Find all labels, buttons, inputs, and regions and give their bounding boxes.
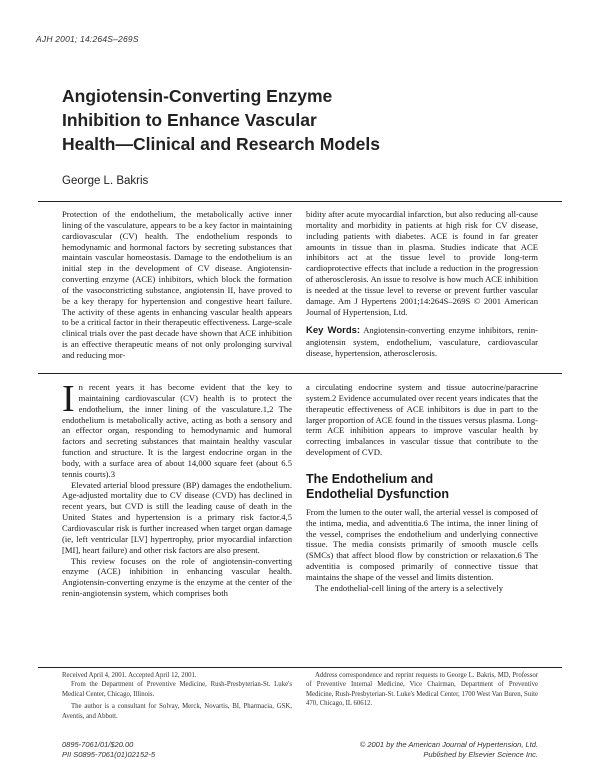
dropcap: I xyxy=(62,378,75,420)
keywords xyxy=(306,325,538,359)
intro-text: n recent years it has become evident that the key to maintaining cardiovascular (CV) health is to protect the endothelium, the inner lining of the vasculature.1,2 The endothelium is metabolically active, acting as both a sensory and an effector organ, responding to hemodynamic and humoral factors and secreting substances that maintain healthy vascular function and structure. It is the largest endocrine organ in the body, with a surface area of about 14,000 square feet (about 6.5 tennis courts).3 xyxy=(62,382,292,479)
section-heading-line-1: The Endothelium and xyxy=(306,471,434,486)
abstract-text-1: Protection of the endothelium, the metabolically active inner lining of the vasculature, appears to be a key factor in maintaining cardiovascular (CV) health. The endothelium responds to hemodynamic and hormonal factors by secreting substances that maintain vascular homeostasis. Damage to the endothelium is an initial step in the development of CV disease. Angiotensin-converting enzyme (ACE) inhibitors, which block the formation of the vasoconstricting substance, angiotensin II, have proved to be a key therapy for hypertension and congestive heart failure. The activity of these agents in enhancing vascular health appears to be a critical factor in their therapeutic effectiveness. Large-scale clinical trials over the past decade have shown that ACE inhibition is an effective therapeutic means of not only prolonging survival and reducing mor- xyxy=(62,209,292,360)
correspondence-note: Address correspondence and reprint requests to George L. Bakris, MD, Professor of Preventive Internal Medicine, Vice Chairman, Department of Preventive Medicine, Rush-Presbyterian-St. Luke's Medical Center, 1700 West Van Buren, Suite 470, Chicago, IL 60612. xyxy=(306,672,538,708)
intro-paragraph xyxy=(62,378,292,480)
body-paragraph-5: From the lumen to the outer wall, the arterial vessel is composed of the intima, media, and adventitia.6 The intima, the inner lining of the vessel, comprises the endothelium and underlying connective tissue. The media consists primarily of smooth muscle cells (SMCs) that affect blood flow by constriction or relaxation.6 The adventitia is composed primarily of connective tissue that maintains the shape of the vessel and limits distention. xyxy=(306,506,538,582)
pii: PII S0895-7061(01)02152-5 xyxy=(62,750,155,759)
publisher: Published by Elsevier Science Inc. xyxy=(423,750,538,759)
abstract-text-2: bidity after acute myocardial infarction, but also reducing all-cause mortality and morbidity in patients at high risk for CV disease, including patients with diabetes. ACE is found in far greater amounts in tissue than in plasma. Studies indicate that ACE inhibitors act at the tissue level to provide long-term cardioprotective effects that include a reduction in the progression of atherosclerosis. An issue to resolve is how much ACE inhibition is needed at the tissue level to reverse or prevent further vascular damage. Am J Hypertens 2001;14:264S–269S © 2001 American Journal of Hypertension, Ltd. xyxy=(306,209,538,317)
footnote-rule xyxy=(38,667,562,668)
header-rule xyxy=(38,201,562,202)
abstract-col-1 xyxy=(62,209,292,361)
keywords-text: Angiotensin-converting enzyme inhibitors, renin-angiotensin system, endothelium, vasculature, cardiovascular disease, hypertension, atherosclerosis. xyxy=(306,325,538,359)
issn-block xyxy=(62,740,155,760)
footnotes-col-1 xyxy=(62,671,292,721)
received-note: Received April 4, 2001. Accepted April 12, 2001. xyxy=(62,672,197,679)
abstract-rule xyxy=(38,373,562,374)
keywords-label: Key Words: xyxy=(306,325,361,337)
issn: 0895-7061/01/$20.00 xyxy=(62,740,134,749)
title-line-1: Angiotensin-Converting Enzyme xyxy=(62,86,333,106)
journal-reference: AJH 2001; 14:264S–269S xyxy=(36,34,139,44)
article-title xyxy=(62,84,482,156)
body-col-2 xyxy=(306,382,538,594)
section-heading xyxy=(306,472,538,502)
title-line-3: Health—Clinical and Research Models xyxy=(62,134,381,154)
footnotes-col-2 xyxy=(306,671,538,709)
copyright-block xyxy=(360,740,538,760)
body-paragraph-2: Elevated arterial blood pressure (BP) damages the endothelium. Age-adjusted mortality due to CV disease (CVD) has declined in recent years, but CVD is still the leading cause of death in the United States and hypertension is a primary risk factor.4,5 Cardiovascular risk is further increased when target organ damage (ie, left ventricular [LV] hypertrophy, prior myocardial infarction [MI], heart failure) and other risk factors are also present. xyxy=(62,479,292,555)
body-paragraph-3: This review focuses on the role of angiotensin-converting enzyme (ACE) inhibition in enhancing vascular health. Angiotensin-converting enzyme is the enzyme at the center of the renin-angiotensin system, which comprises both xyxy=(62,555,292,599)
author-name: George L. Bakris xyxy=(62,175,149,187)
copyright: © 2001 by the American Journal of Hypertension, Ltd. xyxy=(359,740,538,749)
title-line-2: Inhibition to Enhance Vascular xyxy=(62,110,317,130)
body-col-1 xyxy=(62,378,292,599)
abstract-col-2 xyxy=(306,209,538,359)
body-paragraph-4: a circulating endocrine system and tissue autocrine/paracrine system.2 Evidence accumulated over recent years indicates that the therapeutic effectiveness of ACE inhibitors is due in part to the larger proportion of ACE found in the tissues versus plasma. Long-term ACE inhibition appears to improve vascular health by correcting imbalances in vascular tissue that contribute to the development of CVD. xyxy=(306,382,538,458)
body-paragraph-6: The endothelial-cell lining of the artery is a selectively xyxy=(315,582,504,593)
affiliation-note: From the Department of Preventive Medicine, Rush-Presbyterian-St. Luke's Medical Center, Chicago, Illinois. xyxy=(62,681,292,698)
section-heading-line-2: Endothelial Dysfunction xyxy=(306,486,450,501)
consultant-note: The author is a consultant for Solvay, Merck, Novartis, BI, Pharmacia, GSK, Aventis, and Abbott. xyxy=(62,703,292,720)
